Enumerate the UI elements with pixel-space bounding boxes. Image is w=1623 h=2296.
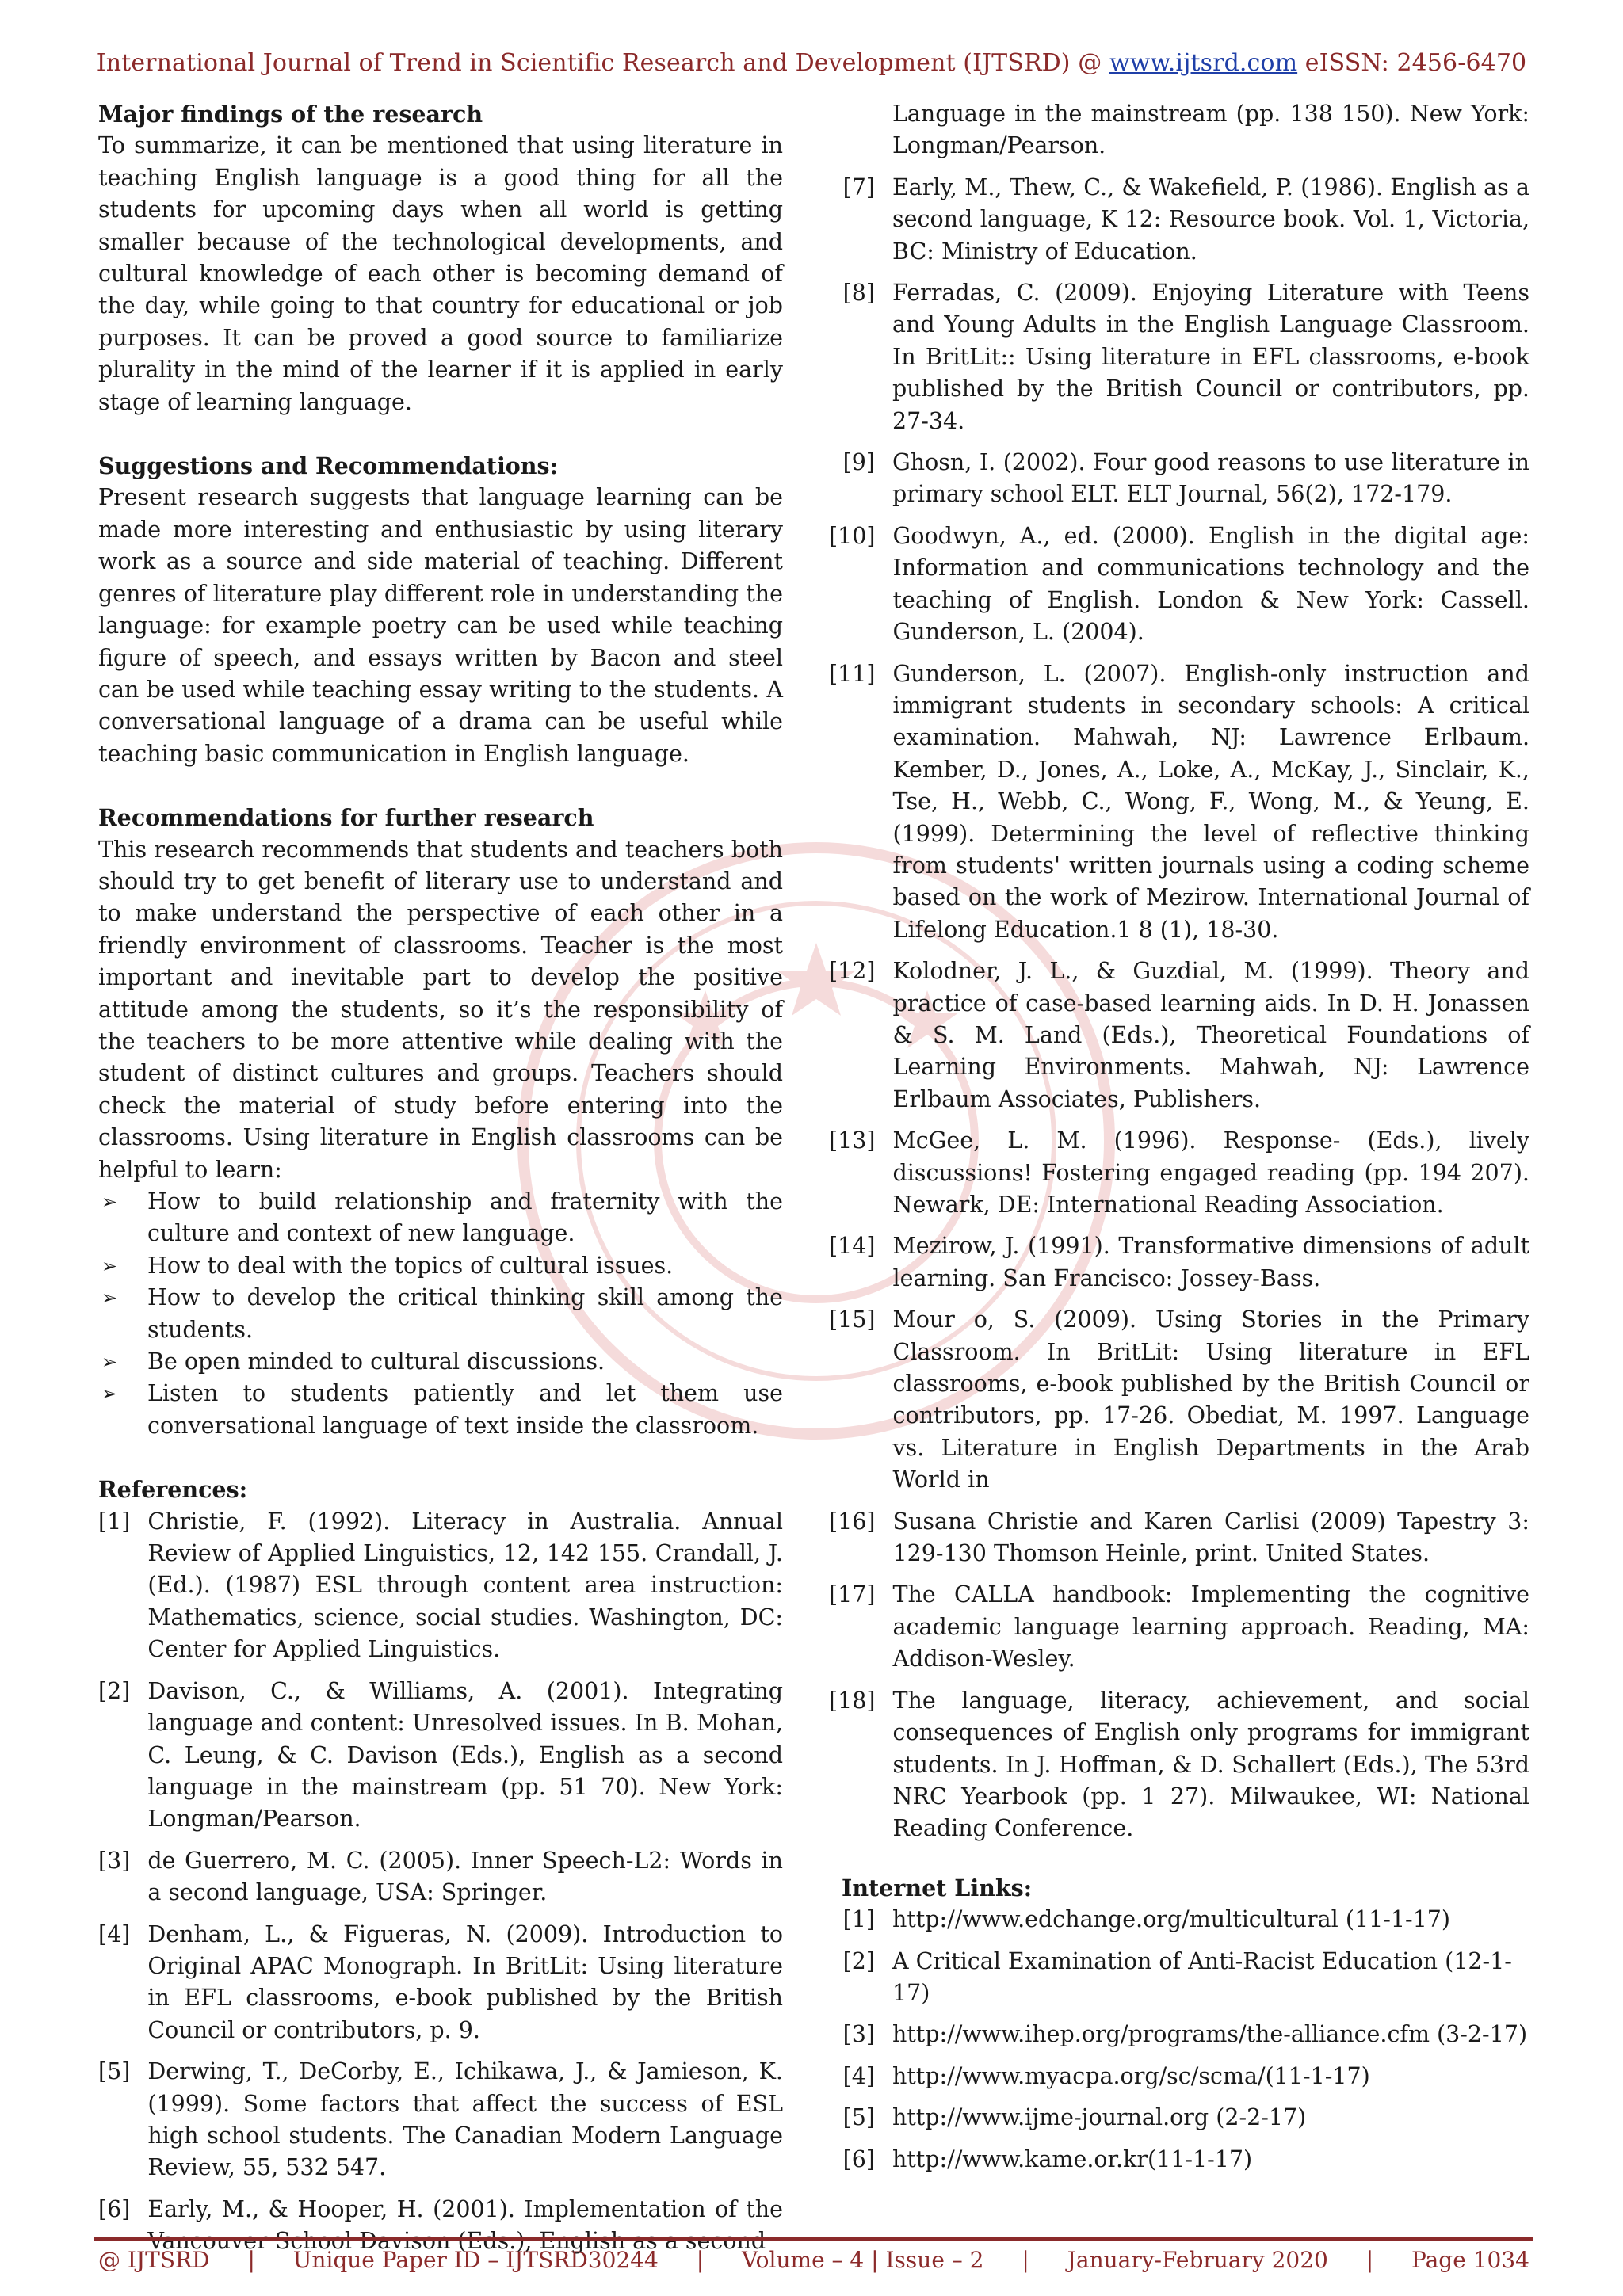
running-header — [0, 49, 1623, 77]
eissn: eISSN: 2456-6470 — [1297, 49, 1527, 77]
list-item: ➢ Be open minded to cultural discussions. — [98, 1346, 783, 1378]
reference-item: [17] The CALLA handbook: Implementing the cognitive academic language learning approach. Reading, MA: Addison-Wesley. — [829, 1581, 1529, 1672]
list-item: ➢ How to develop the critical thinking skill among the students. — [98, 1282, 783, 1346]
internet-links-list — [829, 1904, 1529, 2176]
journal-website-link[interactable]: www.ijtsrd.com — [1109, 49, 1298, 77]
reference-item: [15] Mour o, S. (2009). Using Stories in the Primary Classroom. In BritLit: Using literature in EFL classrooms, e-book published by the British Council or contributors, pp. 17-26. Obediat, M. 1997. Language vs. Literature in English Departments in the Arab World in — [829, 1306, 1529, 1493]
footer-separator: | — [1365, 2247, 1374, 2273]
reference-item: [5] Derwing, T., DeCorby, E., Ichikawa, J., & Jamieson, K. (1999). Some factors that affect the success of ESL high school students. The Canadian Modern Language Review, 55, 532 547. — [98, 2058, 783, 2181]
footer-separator: | — [696, 2247, 705, 2273]
reference-item: [4] Denham, L., & Figueras, N. (2009). Introduction to Original APAC Monograph. In BritLit: Using literature in EFL classrooms, e-book published by the British Council or contributors, p. 9. — [98, 1920, 783, 2043]
internet-links-heading: Internet Links: — [842, 1874, 1033, 1901]
footer-separator: | — [247, 2247, 255, 2273]
arrow-bullet-icon: ➢ — [101, 1351, 118, 1374]
footer-rule — [94, 2237, 1533, 2241]
reference-item: [18] The language, literacy, achievement, and social consequences of English only programs for immigrant students. In J. Hoffman, & D. Schallert (Eds.), The 53rd NRC Yearbook (pp. 1 27). Milwaukee, WI: National Reading Conference. — [829, 1687, 1529, 1842]
reference-item: [3] de Guerrero, M. C. (2005). Inner Speech-L2: Words in a second language, USA: Springer. — [98, 1847, 783, 1906]
list-item: ➢ How to build relationship and fraternity with the culture and context of new language. — [98, 1186, 783, 1250]
reference-item: [11] Gunderson, L. (2007). English-only instruction and immigrant students in secondary schools: A critical examination. Mahwah, NJ: Lawrence Erlbaum. Kember, D., Jones, A., Loke, A., McKay, J., Sinclair, K., Tse, H., Webb, C., Wong, F., Wong, M., & Yeung, E. (1999). Determining the level of reflective thinking from students' written journals using a coding scheme based on the work of Mezirow. International Journal of Lifelong Education.1 8 (1), 18-30. — [829, 660, 1529, 943]
footer-separator: | — [1022, 2247, 1029, 2273]
reference-item: [14] Mezirow, J. (1991). Transformative dimensions of adult learning. San Francisco: Jossey-Bass. — [829, 1233, 1529, 1291]
references-heading: References: — [98, 1476, 248, 1504]
reference-item: [9] Ghosn, I. (2002). Four good reasons to use literature in primary school ELT. ELT Journal, 56(2), 172-179. — [842, 449, 1529, 508]
link-item[interactable]: [4] http://www.myacpa.org/sc/scma/(11-1-17) — [842, 2062, 1370, 2089]
reference-item: [1] Christie, F. (1992). Literacy in Australia. Annual Review of Applied Linguistics, 12, 142 155. Crandall, J. (Ed.). (1987) ESL through content area instruction: Mathematics, science, social studies. Washington, DC: Center for Applied Linguistics. — [98, 1508, 783, 1663]
list-item: ➢ Listen to students patiently and let them use conversational language of text inside the classroom. — [98, 1378, 783, 1442]
reference-item: [16] Susana Christie and Karen Carlisi (2009) Tapestry 3: 129-130 Thomson Heinle, print. United States. — [829, 1508, 1529, 1567]
arrow-bullet-icon: ➢ — [101, 1254, 118, 1277]
link-item[interactable]: [1] http://www.edchange.org/multicultural (11-1-17) — [842, 1906, 1450, 1933]
arrow-bullet-icon: ➢ — [101, 1191, 118, 1213]
reference-item: [12] Kolodner, J. L., & Guzdial, M. (1999). Theory and practice of case-based learning aids. In D. H. Jonassen & S. M. Land (Eds.), Theoretical Foundations of Learning Environments. Mahwah, NJ: Lawrence Erlbaum Associates, Publishers. — [829, 958, 1529, 1112]
reference-item: [7] Early, M., Thew, C., & Wakefield, P. (1986). English as a second language, K 12: Resource book. Vol. 1, Victoria, BC: Ministry of Education. — [842, 174, 1529, 265]
left-column — [98, 98, 783, 2267]
major-findings-heading: Major findings of the research — [98, 101, 483, 128]
right-column — [829, 98, 1529, 2185]
arrow-bullet-icon: ➢ — [101, 1287, 118, 1310]
references-list — [98, 1506, 783, 2258]
footer-publisher: @ IJTSRD — [98, 2247, 210, 2273]
suggestions-heading: Suggestions and Recommendations: — [98, 452, 559, 480]
list-item: ➢ How to deal with the topics of cultural issues. — [98, 1250, 783, 1282]
learning-points-list — [98, 1186, 783, 1442]
reference-item: [13] McGee, L. M. (1996). Response- (Eds.), lively discussions! Fostering engaged reading (pp. 194 207). Newark, DE: International Reading Association. — [829, 1127, 1529, 1218]
suggestions-text: Present research suggests that language learning can be made more interesting and enthusiastic by using literary work as a source and side material of teaching. Different genres of literature play different role in understanding the language: for example poetry can be used while teaching figure of speech, and essays written by Bacon and steel can be used while teaching essay writing to the students. A conversational language of a drama can be useful while teaching basic communication in English language. — [98, 484, 783, 767]
page-footer — [98, 2247, 1529, 2273]
references-list-continued — [829, 172, 1529, 1845]
link-item[interactable]: [5] http://www.ijme-journal.org (2-2-17) — [842, 2104, 1307, 2131]
reference-item: [8] Ferradas, C. (2009). Enjoying Literature with Teens and Young Adults in the English Language Classroom. In BritLit:: Using literature in EFL classrooms, e-book published by the British Council or contributors, pp. 27-34. — [842, 280, 1529, 434]
reference-item: [10] Goodwyn, A., ed. (2000). English in the digital age: Information and communications technology and the teaching of English. London & New York: Cassell. Gunderson, L. (2004). — [829, 522, 1529, 646]
footer-paper-id: Unique Paper ID – IJTSRD30244 — [292, 2247, 659, 2273]
major-findings-text: To summarize, it can be mentioned that using literature in teaching English language is a good thing for all the students for upcoming days when all world is getting smaller because of the technological developments, and cultural knowledge of each other is becoming demand of the day, while going to that country for educational or job purposes. It can be proved a good source to familiarize plurality in the mind of the learner if it is applied in early stage of learning language. — [98, 132, 783, 415]
reference-item: [2] Davison, C., & Williams, A. (2001). Integrating language and content: Unresolved issues. In B. Mohan, C. Leung, & C. Davison (Eds.), English as a second language in the mainstream (pp. 51 70). New York: Longman/Pearson. — [98, 1677, 783, 1833]
further-research-heading: Recommendations for further research — [98, 804, 594, 832]
arrow-bullet-icon: ➢ — [101, 1383, 118, 1405]
reference-item: [6] Early, M., & Hooper, H. (2001). Implementation of the — [98, 2195, 783, 2222]
link-item[interactable]: [3] http://www.ihep.org/programs/the-alliance.cfm (3-2-17) — [842, 2021, 1528, 2048]
link-item[interactable]: [6] http://www.kame.or.kr(11-1-17) — [842, 2145, 1253, 2172]
link-item: [2] A Critical Examination of Anti-Racist Education (12-1-17) — [842, 1947, 1512, 2006]
further-research-text: This research recommends that students and teachers both should try to get benefit of literary use to understand and to make understand the perspective of each other in a friendly environment of classrooms. Teacher is the most important and inevitable part to develop the positive attitude among the students, so it’s the responsibility of the teachers to be more attentive while dealing with the student of distinct cultures and groups. Teachers should check the material of study before entering into the classrooms. Using literature in English classrooms can be helpful to learn: — [98, 836, 783, 1183]
footer-date: January-February 2020 — [1067, 2247, 1328, 2273]
footer-page-number: Page 1034 — [1411, 2247, 1529, 2273]
journal-name: International Journal of Trend in Scientific Research and Development (IJTSRD) @ — [96, 49, 1109, 77]
footer-volume-issue: Volume – 4 | Issue – 2 — [742, 2247, 984, 2273]
reference-6-continued: Language in the mainstream (pp. 138 150). New York: Longman/Pearson. — [892, 101, 1529, 159]
